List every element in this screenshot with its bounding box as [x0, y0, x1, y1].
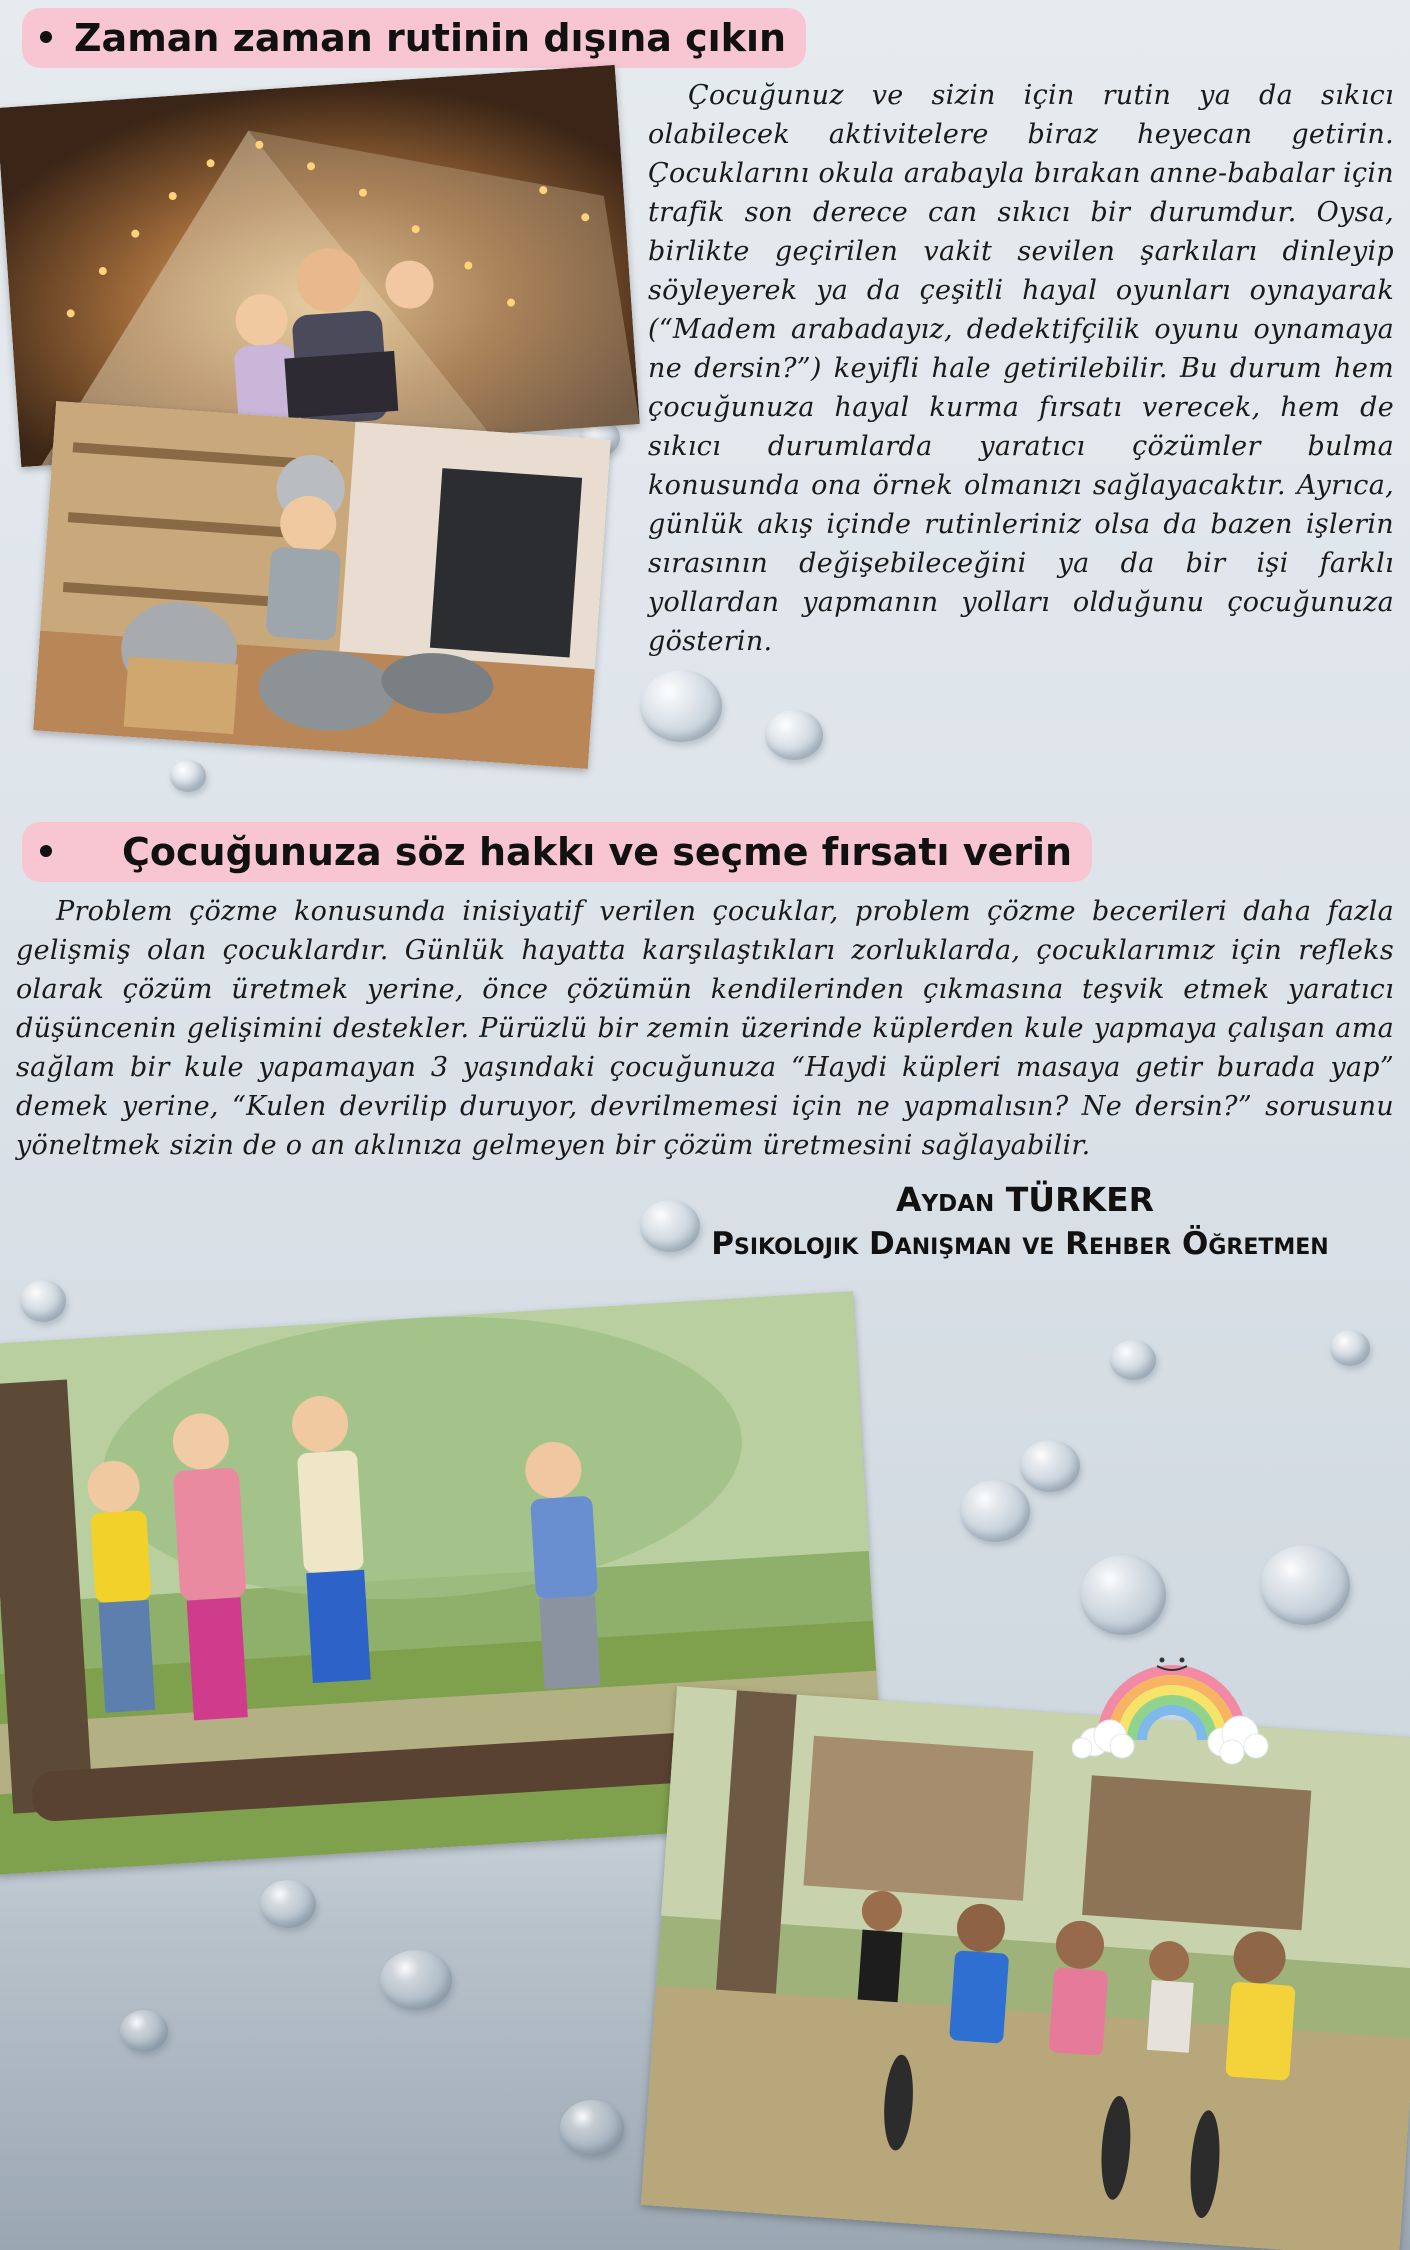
section1-paragraph [648, 76, 1394, 661]
water-drop-decoration [1110, 1340, 1156, 1380]
section1-heading-text: Zaman zaman rutinin dışına çıkın [74, 16, 787, 60]
section2-heading [22, 822, 1092, 882]
water-drop-decoration [1260, 1545, 1350, 1625]
section1-paragraph-text: Çocuğunuz ve sizin için rutin ya da sıkıcı olabilecek aktivitelere biraz heyecan getirin. Çocuklarını okula arabayla bırakan anne-babalar için trafik son derece can sıkıcı bir durumdur. Oysa, birlikte geçirilen vakit sevilen şarkıları dinleyip söyleyerek ya da çeşitli hayal oyunları oynayarak (“Madem arabadayız, dedektifçilik oyunu oynamaya ne dersin?”) keyifli hale getirilebilir. Bu durum hem çocuğunuza hayal kurma fırsatı verecek, hem de sıkıcı durumlarda yaratıcı çözümler bulma konusunda ona örnek olmanızı sağlayacaktır. Ayrıca, günlük akış içinde rutinleriniz olsa da bazen işlerin sırasının değişebileceğini ya da bir işi farklı yollardan yapmanın yolları olduğunu çocuğunuza gösterin. [648, 80, 1394, 657]
water-drop-decoration [170, 760, 206, 792]
signature-block [630, 1178, 1410, 1266]
water-drop-decoration [1020, 1440, 1080, 1492]
water-drop-decoration [765, 710, 823, 760]
water-drop-decoration [560, 2100, 624, 2156]
water-drop-decoration [1080, 1555, 1166, 1635]
water-drop-decoration [960, 1480, 1030, 1542]
section1-heading [22, 8, 806, 68]
bullet-icon [40, 845, 52, 857]
section2-paragraph [16, 892, 1394, 1165]
rainbow-sticker-icon [1072, 1630, 1272, 1770]
water-drop-decoration [20, 1280, 66, 1322]
water-drop-decoration [260, 1880, 316, 1928]
section2-paragraph-text: Problem çözme konusunda inisiyatif verilen çocuklar, problem çözme becerileri daha fazla gelişmiş olan çocuklardır. Günlük hayatta karşılaştıkları zorluklarda, çocuklarımız için refleks olarak çözüm üretmek yerine, önce çözümün kendilerinden çıkmasına teşvik etmek yaratıcı düşüncenin gelişimini destekler. Pürüzlü bir zemin üzerinde küplerden kule yapmaya çalışan ama sağlam bir kule yapamayan 3 yaşındaki çocuğunuza “Haydi küpleri masaya getir burada yap” demek yerine, “Kulen devrilip duruyor, devrilmemesi için ne yapmalısın? Ne dersin?” sorusunu yöneltmek sizin de o an aklınıza gelmeyen bir çözüm üretmesini sağlayabilir. [16, 896, 1394, 1161]
water-drop-decoration [380, 1950, 452, 2010]
water-drop-decoration [1330, 1330, 1370, 1366]
author-name: Aydan TÜRKER [895, 1180, 1155, 1219]
children-rolling-tires-photo [641, 1686, 1410, 2250]
author-title: Psikolojik Danışman ve Rehber Öğretmen [711, 1226, 1329, 1262]
section2-heading-text: Çocuğunuza söz hakkı ve seçme fırsatı verin [122, 830, 1073, 874]
child-kitchen-drums-photo [33, 401, 611, 769]
bullet-icon [40, 31, 52, 43]
water-drop-decoration [640, 670, 722, 742]
water-drop-decoration [120, 2010, 168, 2052]
